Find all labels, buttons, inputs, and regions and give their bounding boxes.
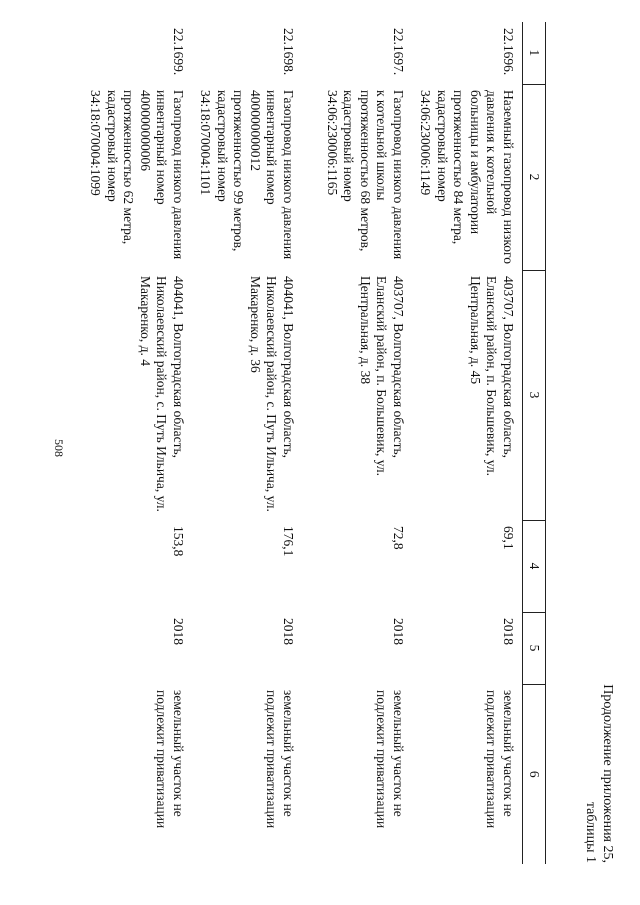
table-row: [412, 22, 523, 864]
object-year: 2018: [281, 618, 296, 645]
property-table: [82, 22, 546, 864]
object-area: 153,8: [171, 526, 186, 557]
object-year: 2018: [501, 618, 516, 645]
column-header-3: 3: [523, 270, 546, 520]
row-number: 22.1699.: [171, 28, 186, 76]
column-header-2: 2: [523, 84, 546, 270]
object-address: 403707, Волгоградская область, Еланский район, п. Большевик, ул. Центральная, д. 38: [358, 276, 406, 477]
column-header-6: 6: [523, 684, 546, 864]
object-area: 72,8: [391, 526, 406, 550]
continuation-line-2: таблицы 1: [583, 801, 598, 863]
object-name: Наземный газопровод низкого давления к котельной больницы и амбулатории протяженностью 84 метра, кадастровый номер 34:06:230006:1149: [418, 90, 516, 265]
table-row: [302, 22, 412, 864]
object-note: земельный участок не подлежит приватизации: [264, 690, 296, 829]
table-header-row: [523, 22, 546, 864]
object-year: 2018: [391, 618, 406, 645]
object-area: 176,1: [281, 526, 296, 557]
object-year: 2018: [171, 618, 186, 645]
table-row: [82, 22, 192, 864]
object-address: 403707, Волгоградская область, Еланский район, п. Большевик, ул. Центральная, д. 45: [468, 276, 516, 477]
object-note: земельный участок не подлежит приватизации: [374, 690, 406, 829]
object-address: 404041, Волгоградская область, Николаевский район, с. Путь Ильича, ул. Макаренко, д. 36: [248, 276, 296, 512]
object-name: Газопровод низкого давления инвентарный номер 400000000006 протяженностью 62 метра, кадастровый номер 34:18:070004:1099: [88, 90, 186, 260]
continuation-note: [582, 563, 616, 863]
table-row: [192, 22, 302, 864]
column-header-4: 4: [523, 520, 546, 612]
continuation-line-1: Продолжение приложения 25,: [600, 684, 615, 863]
object-note: земельный участок не подлежит приватизации: [154, 690, 186, 829]
object-note: земельный участок не подлежит приватизации: [484, 690, 516, 829]
row-number: 22.1698.: [281, 28, 296, 76]
object-address: 404041, Волгоградская область, Николаевский район, с. Путь Ильича, ул. Макаренко, д. 4: [138, 276, 186, 512]
column-header-1: 1: [523, 22, 546, 84]
object-name: Газопровод низкого давления к котельной школы протяженностью 68 метров, кадастровый номер 34:06:230006:1165: [325, 90, 406, 260]
object-area: 69,1: [501, 526, 516, 550]
column-header-5: 5: [523, 612, 546, 684]
object-name: Газопровод низкого давления инвентарный номер 400000000012 протяженностью 99 метров, кадастровый номер 34:18:070004:1101: [198, 90, 296, 260]
row-number: 22.1696.: [501, 28, 516, 76]
row-number: 22.1697.: [391, 28, 406, 76]
page-number-text: 508: [52, 439, 66, 457]
